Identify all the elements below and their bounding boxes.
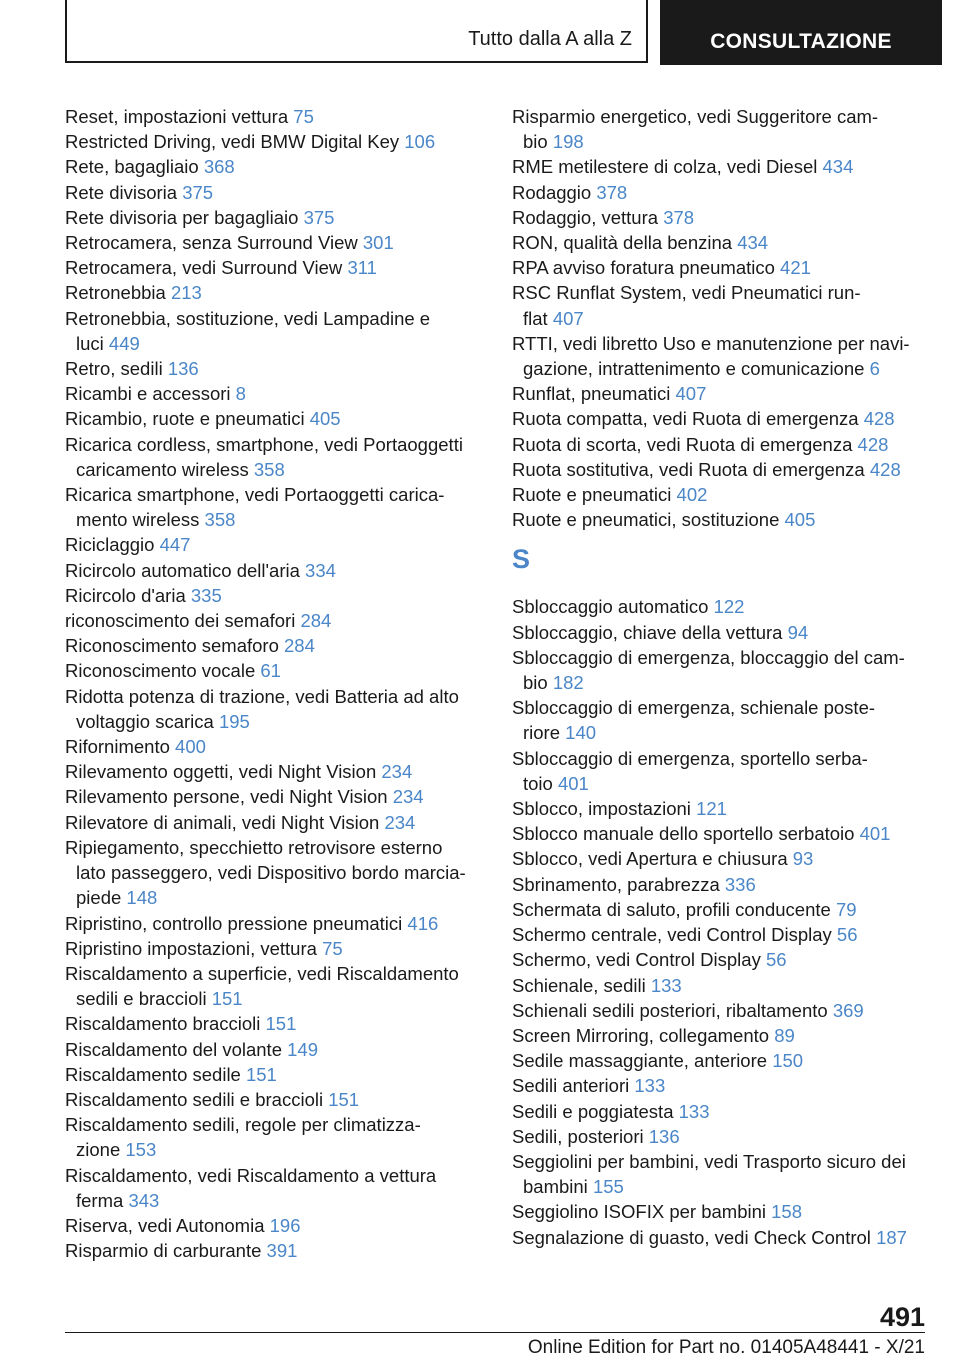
index-entry <box>512 1199 932 1224</box>
index-entry-text: Sedili, posteriori <box>512 1125 644 1147</box>
page-reference-link[interactable]: 447 <box>159 534 191 556</box>
index-entry-text: Riscaldamento del volante <box>65 1038 282 1060</box>
page-reference-link[interactable]: 151 <box>245 1063 277 1085</box>
index-entry <box>512 1023 932 1048</box>
index-entry-text: Ricircolo d'aria <box>65 584 186 606</box>
index-entry <box>65 1213 485 1238</box>
index-entry-text: sedili e braccioli <box>76 988 207 1010</box>
index-entry-text: Ruota compatta, vedi Ruota di emergenza <box>512 408 859 430</box>
index-entry <box>65 583 485 608</box>
index-entry-text: riore <box>523 722 561 744</box>
index-entry-text: Segnalazione di guasto, vedi Check Control <box>512 1226 871 1248</box>
page-reference-link[interactable]: 428 <box>857 433 889 455</box>
index-entry <box>512 1225 932 1250</box>
page-reference-link[interactable]: 311 <box>347 257 377 279</box>
index-entry <box>512 620 932 645</box>
page-reference-link[interactable]: 301 <box>362 232 394 254</box>
index-entry-text: Sedili anteriori <box>512 1075 630 1097</box>
index-entry-text: Ricambio, ruote e pneumatici <box>65 408 305 430</box>
page-reference-link[interactable]: 234 <box>384 811 416 833</box>
page-reference-link[interactable]: 284 <box>300 610 332 632</box>
index-entry <box>512 1073 932 1098</box>
page-reference-link[interactable]: 106 <box>404 131 436 153</box>
index-entry <box>512 1124 932 1149</box>
index-entry-text: Riscaldamento braccioli <box>65 1013 261 1035</box>
index-entry <box>512 973 932 998</box>
index-entry-text: Sbloccaggio di emergenza, sportello serba‐ <box>512 747 868 769</box>
index-entry <box>65 230 485 255</box>
page-reference-link[interactable]: 284 <box>284 635 315 657</box>
index-entry <box>65 1087 485 1112</box>
index-entry <box>65 936 485 961</box>
index-entry-text: RME metilestere di colza, vedi Diesel <box>512 156 818 178</box>
section-letter: S <box>512 544 531 575</box>
index-entry <box>512 230 932 255</box>
page-reference-link[interactable]: 369 <box>832 999 864 1021</box>
page-reference-link[interactable]: 133 <box>678 1100 710 1122</box>
page-reference-link[interactable]: 401 <box>859 823 891 845</box>
index-entry-text: Riscaldamento sedili, regole per climatizza‐ <box>65 1114 421 1136</box>
page-reference-link[interactable]: 400 <box>175 736 206 758</box>
page-reference-link[interactable]: 428 <box>869 458 901 480</box>
index-column-left <box>65 104 485 1263</box>
page-reference-link[interactable]: 136 <box>167 358 199 380</box>
index-entry-text: bio <box>523 672 548 694</box>
index-entry-text: Rete, bagagliaio <box>65 156 199 178</box>
index-entry-text: Sbloccaggio automatico <box>512 596 709 618</box>
index-entry <box>65 1011 485 1036</box>
index-entry <box>512 1099 932 1124</box>
index-entry <box>512 280 932 330</box>
index-entry <box>65 810 485 835</box>
index-entry-text: Seggiolino ISOFIX per bambini <box>512 1201 766 1223</box>
page-reference-link[interactable]: 56 <box>765 949 787 971</box>
page-reference-link[interactable]: 434 <box>822 156 854 178</box>
page-reference-link[interactable]: 79 <box>835 898 857 920</box>
index-entry <box>512 331 932 381</box>
index-entry <box>512 104 932 154</box>
page-reference-link[interactable]: 391 <box>266 1240 298 1262</box>
index-entry-text: Ripiegamento, specchietto retrovisore esterno <box>65 836 443 858</box>
page-reference-link[interactable]: 407 <box>675 383 707 405</box>
index-entry <box>65 734 485 759</box>
index-entry-text: Schienale, sedili <box>512 974 646 996</box>
page-reference-link[interactable]: 158 <box>771 1201 803 1223</box>
index-entry-text: ferma <box>76 1189 124 1211</box>
index-entry-text: Rodaggio <box>512 181 592 203</box>
index-entry-text: Sbloccaggio di emergenza, bloccaggio del cam‐ <box>512 646 905 668</box>
page-reference-link[interactable]: 133 <box>634 1075 666 1097</box>
page-reference-link[interactable]: 187 <box>876 1226 907 1248</box>
index-entry-text: Retro, sedili <box>65 358 163 380</box>
page-reference-link[interactable]: 343 <box>128 1189 160 1211</box>
index-entry <box>65 482 485 532</box>
index-entry <box>65 406 485 431</box>
index-entry-text: Seggiolini per bambini, vedi Trasporto sicuro dei <box>512 1150 906 1172</box>
index-entry <box>65 759 485 784</box>
index-entry <box>65 835 485 911</box>
page-reference-link[interactable]: 195 <box>218 710 250 732</box>
page-reference-link[interactable]: 421 <box>780 257 811 279</box>
index-entry-text: zione <box>76 1139 121 1161</box>
index-entry <box>65 1062 485 1087</box>
page-reference-link[interactable]: 375 <box>182 181 214 203</box>
page-reference-link[interactable]: 61 <box>260 660 281 682</box>
page-reference-link[interactable]: 6 <box>869 358 880 380</box>
page-reference-link[interactable]: 402 <box>676 484 708 506</box>
index-entry <box>512 998 932 1023</box>
index-entry <box>65 532 485 557</box>
header-section-box <box>65 0 648 63</box>
index-entry-text: flat <box>523 307 548 329</box>
index-column-right <box>512 104 932 1250</box>
index-entry-text: Rilevatore di animali, vedi Night Vision <box>65 811 380 833</box>
index-entry-text: Sedile massaggiante, anteriore <box>512 1050 768 1072</box>
footer-edition: Online Edition for Part no. 01405A48441 - X/21 <box>527 1337 925 1358</box>
page-reference-link[interactable]: 428 <box>863 408 895 430</box>
index-entry <box>65 129 485 154</box>
index-entry-text: Ruota sostitutiva, vedi Ruota di emergenza <box>512 458 865 480</box>
index-entry-text: caricamento wireless <box>76 458 249 480</box>
index-entry <box>65 658 485 683</box>
page-reference-link[interactable]: 198 <box>552 131 584 153</box>
index-entry-text: riconoscimento dei semafori <box>65 610 296 632</box>
index-entry <box>512 594 932 619</box>
index-entry <box>65 684 485 734</box>
index-entry <box>65 1112 485 1162</box>
index-entry-text: Sblocco manuale dello sportello serbatoio <box>512 823 855 845</box>
index-entry-text: Riconoscimento semaforo <box>65 635 279 657</box>
page-reference-link[interactable]: 149 <box>287 1038 319 1060</box>
index-entry-text: Riscaldamento sedile <box>65 1063 241 1085</box>
index-entry <box>512 821 932 846</box>
index-entry <box>65 961 485 1011</box>
index-entry <box>512 457 932 482</box>
page-reference-link[interactable]: 140 <box>565 722 597 744</box>
index-entry <box>512 205 932 230</box>
index-entry-text: Ripristino, controllo pressione pneumatici <box>65 912 403 934</box>
index-entry-text: Ruote e pneumatici, sostituzione <box>512 509 780 531</box>
footer-divider <box>65 1332 925 1333</box>
index-entry <box>512 645 932 695</box>
index-entry <box>65 255 485 280</box>
index-entry-text: bambini <box>523 1176 588 1198</box>
index-entry-text: piede <box>76 887 122 909</box>
page-reference-link[interactable]: 378 <box>596 181 628 203</box>
index-entry-text: Risparmio di carburante <box>65 1240 262 1262</box>
page-reference-link[interactable]: 56 <box>836 924 858 946</box>
index-entry <box>512 897 932 922</box>
index-entry-text: Runflat, pneumatici <box>512 383 671 405</box>
header-chapter-title: CONSULTAZIONE <box>710 30 892 53</box>
index-entry <box>512 1048 932 1073</box>
page-reference-link[interactable]: 151 <box>328 1088 360 1110</box>
index-entry <box>512 154 932 179</box>
index-entry <box>512 947 932 972</box>
index-entry-text: Sbrinamento, parabrezza <box>512 873 720 895</box>
index-entry <box>512 482 932 507</box>
index-entry <box>512 695 932 745</box>
index-entry-text: Sbloccaggio di emergenza, schienale poste‐ <box>512 697 876 719</box>
index-entry-text: Rilevamento persone, vedi Night Vision <box>65 786 388 808</box>
index-entry <box>65 356 485 381</box>
index-entry <box>65 280 485 305</box>
page-reference-link[interactable]: 378 <box>663 206 695 228</box>
page-reference-link[interactable]: 182 <box>552 672 584 694</box>
page-reference-link[interactable]: 94 <box>787 621 809 643</box>
index-entry <box>65 784 485 809</box>
index-entry-text: Retrocamera, vedi Surround View <box>65 257 343 279</box>
index-entry-text: luci <box>76 332 104 354</box>
index-entry-text: Riconoscimento vocale <box>65 660 256 682</box>
index-entry-text: Ricambi e accessori <box>65 383 231 405</box>
index-entry-text: Reset, impostazioni vettura <box>65 106 289 127</box>
page-reference-link[interactable]: 405 <box>784 509 816 531</box>
page-reference-link[interactable]: 434 <box>737 232 769 254</box>
index-entry-text: Sblocco, impostazioni <box>512 798 691 820</box>
page-reference-link[interactable]: 234 <box>381 761 413 783</box>
index-group-s <box>512 594 932 1249</box>
index-entry <box>512 255 932 280</box>
page-reference-link[interactable]: 213 <box>170 282 202 304</box>
page-reference-link[interactable]: 358 <box>253 458 285 480</box>
page-reference-link[interactable]: 150 <box>772 1050 804 1072</box>
page-reference-link[interactable]: 75 <box>322 937 343 959</box>
index-entry-text: Rete divisoria <box>65 181 178 203</box>
page-reference-link[interactable]: 336 <box>724 873 756 895</box>
index-entry-text: Ricarica smartphone, vedi Portaoggetti carica‐ <box>65 484 445 506</box>
index-entry <box>65 558 485 583</box>
index-entry-text: Sedili e poggiatesta <box>512 1100 674 1122</box>
page-reference-link[interactable]: 133 <box>650 974 682 996</box>
index-entry <box>512 846 932 871</box>
page-reference-link[interactable]: 368 <box>203 156 235 178</box>
index-entry-text: Restricted Driving, vedi BMW Digital Key <box>65 131 400 153</box>
page-reference-link[interactable]: 334 <box>305 559 336 581</box>
index-entry-text: Retrocamera, senza Surround View <box>65 232 358 254</box>
page-reference-link[interactable]: 155 <box>592 1176 624 1198</box>
page-reference-link[interactable]: 335 <box>190 584 222 606</box>
page-reference-link[interactable]: 407 <box>552 307 584 329</box>
index-entry <box>65 633 485 658</box>
index-entry-text: gazione, intrattenimento e comunicazione <box>523 358 865 380</box>
index-entry <box>65 205 485 230</box>
index-entry-text: Riscaldamento a superficie, vedi Riscaldamento <box>65 962 459 984</box>
index-entry-text: Rete divisoria per bagagliaio <box>65 206 299 228</box>
index-entry-text: Riciclaggio <box>65 534 155 556</box>
page-reference-link[interactable]: 89 <box>774 1024 795 1046</box>
index-entry <box>512 746 932 796</box>
index-entry-text: Ruote e pneumatici <box>512 484 672 506</box>
index-entry-text: Ripristino impostazioni, vettura <box>65 937 317 959</box>
index-entry-text: Ricarica cordless, smartphone, vedi Portaoggetti <box>65 433 463 455</box>
index-entry-text: bio <box>523 131 548 153</box>
index-entry <box>512 922 932 947</box>
page-reference-link[interactable]: 416 <box>407 912 439 934</box>
index-entry <box>65 381 485 406</box>
page-reference-link[interactable]: 151 <box>265 1013 297 1035</box>
index-entry-text: Risparmio energetico, vedi Suggeritore cam‐ <box>512 106 879 127</box>
index-entry-text: Rifornimento <box>65 736 170 758</box>
index-entry-text: Riscaldamento sedili e braccioli <box>65 1088 324 1110</box>
page-reference-link[interactable]: 375 <box>303 206 335 228</box>
index-entry-text: Sbloccaggio, chiave della vettura <box>512 621 783 643</box>
index-entry <box>65 911 485 936</box>
index-entry-text: Schermo, vedi Control Display <box>512 949 761 971</box>
index-entry-text: RTTI, vedi libretto Uso e manutenzione per navi‐ <box>512 332 910 354</box>
index-entry <box>65 154 485 179</box>
index-entry-text: Rilevamento oggetti, vedi Night Vision <box>65 761 377 783</box>
index-entry <box>65 1037 485 1062</box>
page-reference-link[interactable]: 75 <box>293 106 314 127</box>
page-reference-link[interactable]: 358 <box>204 509 236 531</box>
index-entry-text: Ruota di scorta, vedi Ruota di emergenza <box>512 433 853 455</box>
index-entry <box>512 432 932 457</box>
index-entry-text: mento wireless <box>76 509 200 531</box>
index-entry-text: RPA avviso foratura pneumatico <box>512 257 775 279</box>
page-reference-link[interactable]: 93 <box>792 848 814 870</box>
index-entry <box>65 306 485 356</box>
index-entry <box>65 180 485 205</box>
index-entry <box>512 406 932 431</box>
page-reference-link[interactable]: 148 <box>126 887 158 909</box>
page-reference-link[interactable]: 401 <box>557 772 589 794</box>
index-entry-text: Screen Mirroring, collegamento <box>512 1024 770 1046</box>
index-entry-text: Riscaldamento, vedi Riscaldamento a vettura <box>65 1164 437 1186</box>
index-entry-text: Schermo centrale, vedi Control Display <box>512 924 832 946</box>
page-reference-link[interactable]: 234 <box>392 786 424 808</box>
page-number: 491 <box>879 1302 925 1332</box>
index-entry <box>512 507 932 532</box>
index-entry <box>512 1149 932 1199</box>
index-entry <box>65 608 485 633</box>
index-entry-text: lato passeggero, vedi Dispositivo bordo marcia‐ <box>76 862 466 884</box>
index-entry <box>65 1238 485 1263</box>
page-reference-link[interactable]: 405 <box>309 408 341 430</box>
index-entry <box>65 104 485 129</box>
index-entry <box>65 432 485 482</box>
header-section-title: Tutto dalla A alla Z <box>468 28 632 50</box>
header-chapter-box <box>660 0 942 65</box>
page-reference-link[interactable]: 151 <box>211 988 243 1010</box>
index-entry <box>512 796 932 821</box>
index-entry-text: Schienali sedili posteriori, ribaltamento <box>512 999 828 1021</box>
page-reference-link[interactable]: 449 <box>108 332 140 354</box>
index-entry <box>512 381 932 406</box>
index-group-r <box>512 104 932 532</box>
index-entry-text: Sblocco, vedi Apertura e chiusura <box>512 848 788 870</box>
page-reference-link[interactable]: 153 <box>125 1139 157 1161</box>
index-entry-text: Retronebbia <box>65 282 166 304</box>
index-entry-text: Ridotta potenza di trazione, vedi Batteria ad alto <box>65 685 459 707</box>
index-entry-text: voltaggio scarica <box>76 710 214 732</box>
page-reference-link[interactable]: 8 <box>235 383 246 405</box>
index-entry-text: RSC Runflat System, vedi Pneumatici run‐ <box>512 282 861 304</box>
index-entry-text: Riserva, vedi Autonomia <box>65 1214 265 1236</box>
index-entry <box>65 1163 485 1213</box>
index-entry-text: Retronebbia, sostituzione, vedi Lampadine e <box>65 307 431 329</box>
page-reference-link[interactable]: 196 <box>269 1214 301 1236</box>
page-reference-link[interactable]: 121 <box>696 798 727 820</box>
index-entry-text: Schermata di saluto, profili conducente <box>512 898 831 920</box>
index-entry-text: Rodaggio, vettura <box>512 206 659 228</box>
page-reference-link[interactable]: 136 <box>648 1125 680 1147</box>
index-entry-text: Ricircolo automatico dell'aria <box>65 559 300 581</box>
index-entry <box>512 180 932 205</box>
index-entry <box>512 872 932 897</box>
index-entry-text: RON, qualità della benzina <box>512 232 733 254</box>
page-reference-link[interactable]: 122 <box>713 596 745 618</box>
index-entry-text: toio <box>523 772 553 794</box>
